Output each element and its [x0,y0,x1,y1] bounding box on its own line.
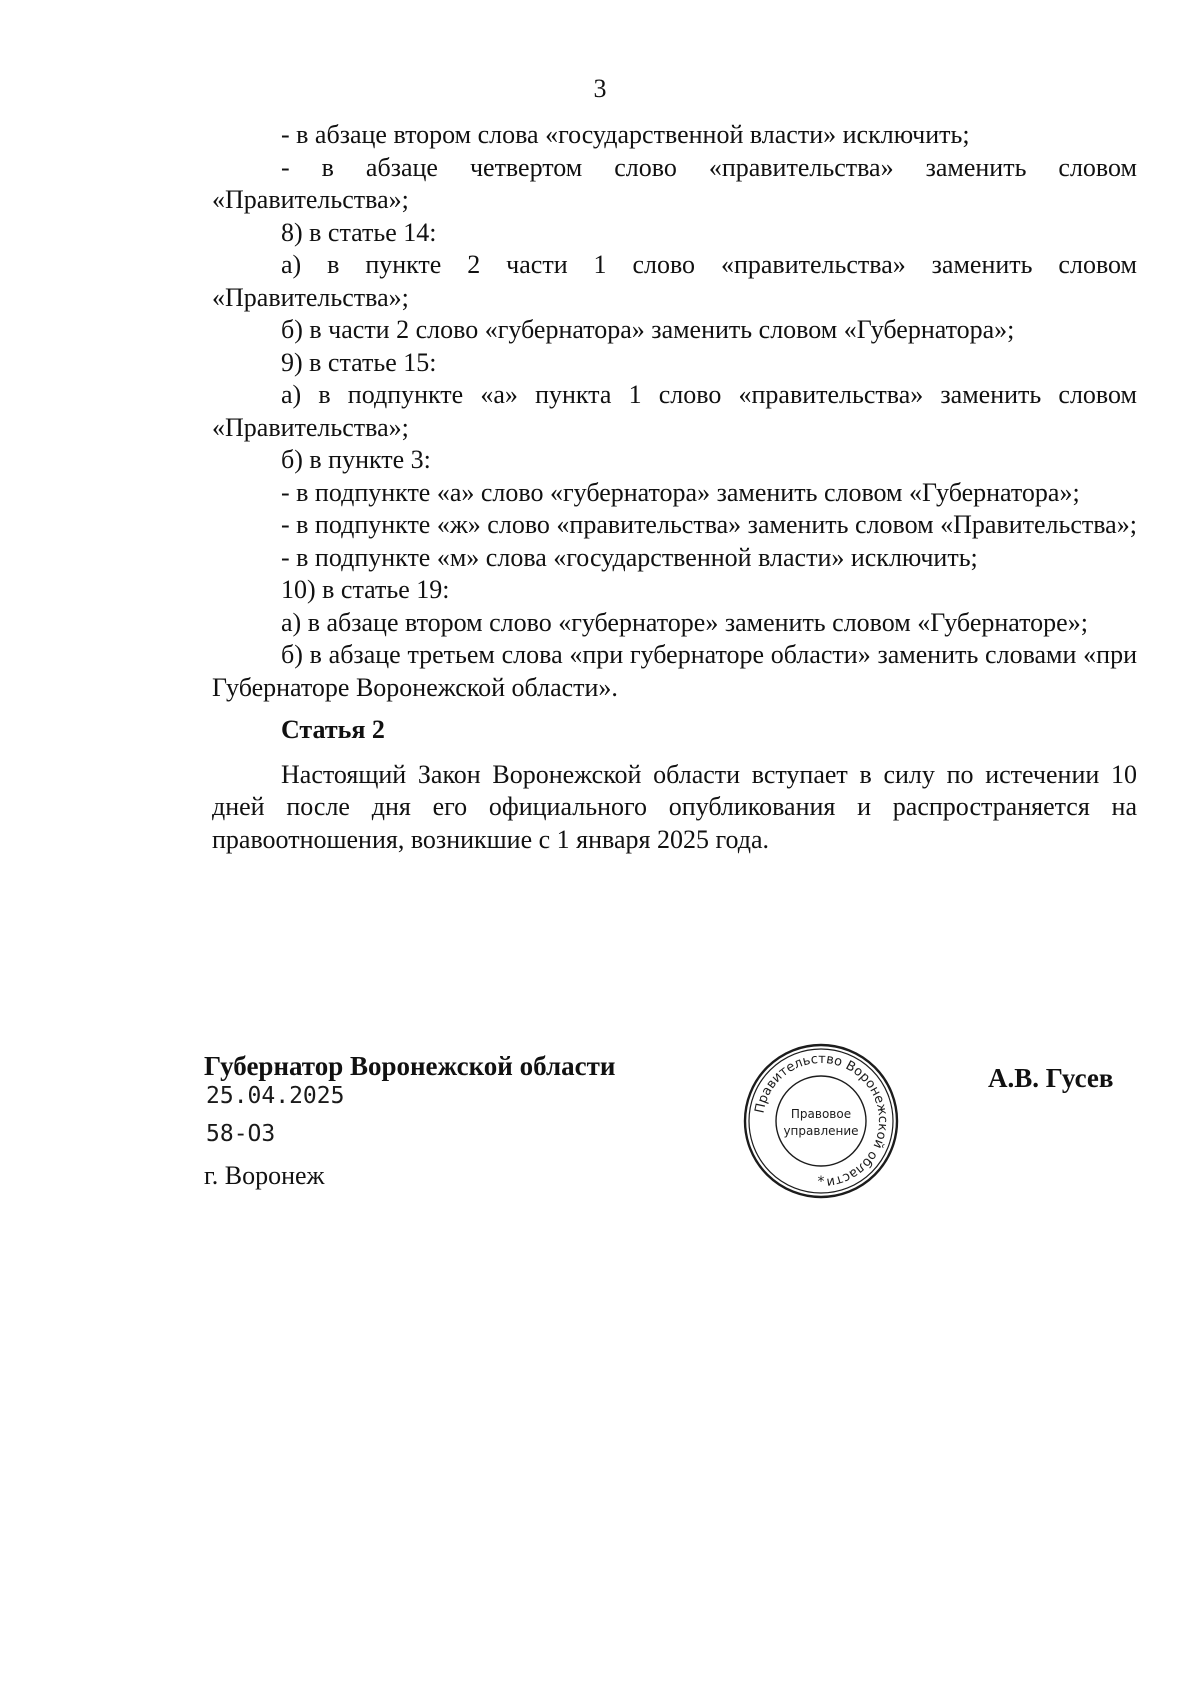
seal-second-ring [749,1049,893,1193]
body-paragraph: б) в части 2 слово «губернатора» заменить словом «Губернатора»; [281,315,1015,344]
seal-inner-text-line1: Правовое [790,1107,852,1121]
body-paragraph: - в подпункте «м» слова «государственной власти» исключить; [281,542,978,572]
body-paragraph: а) в подпункте «а» пункта 1 слово «правительства» заменить словом «Правительства»; [212,380,1137,442]
seal-inner-ring [776,1076,866,1166]
body-paragraph: а) в абзаце втором слово «губернаторе» заменить словом «Губернаторе»; [281,607,1088,637]
body-paragraph: Настоящий Закон Воронежской области вступает в силу по истечении 10 дней после дня его официального опубликования и распространяется на правоотношения, возникшие с 1 января 2025 года. [212,759,1137,854]
body-paragraph: - в абзаце втором слова «государственной власти» исключить; [281,120,970,149]
law-number: 58-ОЗ [206,1121,276,1147]
page-number: 3 [593,74,607,103]
body-paragraph: 9) в статье 15: [281,347,437,377]
signing-city: г. Воронеж [204,1161,325,1190]
signing-date: 25.04.2025 [206,1083,345,1109]
body-paragraph: б) в пункте 3: [281,445,431,474]
body-paragraph: 10) в статье 19: [281,575,450,604]
document-body [212,119,1137,856]
article-heading: Статья 2 [281,715,385,744]
body-paragraph: - в абзаце четвертом слово «правительства» заменить словом «Правительства»; [212,152,1137,214]
seal-outer-text: Правительство Воронежской области [752,1051,891,1190]
body-paragraph: а) в пункте 2 части 1 слово «правительства» заменить словом «Правительства»; [212,250,1137,312]
body-paragraph: 8) в статье 14: [281,217,437,247]
official-seal-stamp [740,1040,902,1202]
body-paragraph: - в подпункте «а» слово «губернатора» заменить словом «Губернатора»; [281,477,1080,507]
signatory-name: А.В. Гусев [988,1063,1114,1093]
seal-graphic [740,1040,902,1202]
body-paragraph: б) в абзаце третьем слова «при губернаторе области» заменить словами «при Губернаторе Воронежской области». [212,640,1137,702]
signatory-title: Губернатор Воронежской области [204,1051,616,1081]
seal-inner-text-line2: управление [783,1124,859,1138]
seal-star: * [817,1174,825,1190]
body-paragraph: - в подпункте «ж» слово «правительства» заменить словом «Правительства»; [281,510,1137,539]
